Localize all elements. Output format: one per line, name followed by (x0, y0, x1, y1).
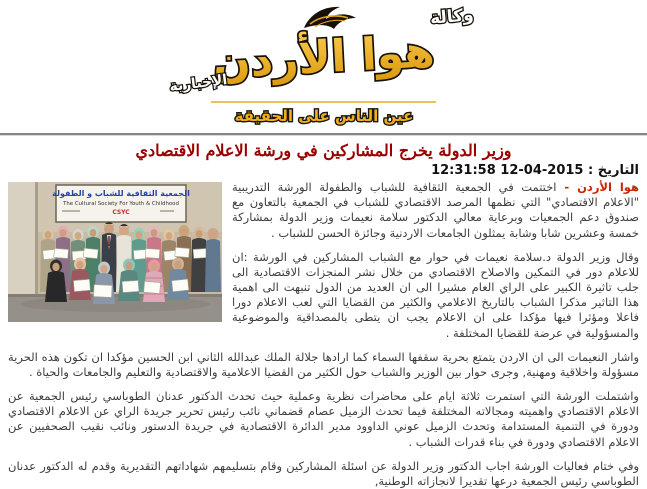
article-photo (8, 182, 222, 322)
logo-news-word: الإخبارية (168, 72, 228, 95)
source-label: هوا الأردن - (556, 180, 639, 194)
logo-graphic (144, 2, 504, 96)
logo-main-wordmark: هوا الأردن (211, 26, 436, 89)
paragraph-1-text: اختتمت في الجمعية الثقافية للشباب والطفولة الورشة التدريبية "الاعلام الاقتصادي" التي نظمها المرصد الاقتصادي للشباب في الجمعية بالتعاون مع صندوق دعم الجمعيات وبرعاية معالي الدكتور سلامة نعيمات وزير الدولة بمشاركة خمسة وعشرين شابا وشابة يمثلون الجامعات الاردنية وجائزة الحسن للشباب . (232, 180, 639, 240)
photo-sign-arabic: الجمعية الثقافية للشباب و الطفولة (52, 189, 190, 198)
paragraph-3: واشار النعيمات الى ان الاردن يتمتع بحرية سقفها السماء كما ارادها جلالة الملك عبدالله الثاني ابن الحسين مؤكدا ان تكون هذه الحرية مسؤولة واخلاقية ومهنية, وجرى حوار بين الوزير والشباب حول الكثير من القضيا الاعلامية والاقتصادية والتعليم والجامعات والحياة . (8, 349, 639, 379)
paragraph-4: واشتملت الورشة التي استمرت ثلاثة ايام على محاضرات نظرية وعملية حيث تحدث الدكتور عدنان الطوباسي رئيس الجمعية عن الاعلام الاقتصادي واهميته ومجالاته المختلفة فيما تحدث الزميل عصام قضماني نائب رئيس تحرير جريدة الراي عن الاعلام الاقتصادي ودورة في التنمية المستدامة وتحدث الزميل عوني الداوود مدير الدائرة الاقتصادية في جريدة الدستور ونائب نقيب الصحفيين عن الاعلام الاقتصادي ودورة في بناء قدرات الشباب . (8, 389, 639, 449)
article-body (0, 180, 647, 489)
tagline-graphic (164, 105, 484, 126)
header-divider (0, 133, 647, 136)
article-date: التاريخ : 2015-04-12 12:31:58 (431, 163, 639, 178)
bird-icon (304, 7, 356, 29)
gold-divider (211, 101, 436, 103)
tagline-text: عين الناس على الحقيقة (234, 107, 413, 125)
agency-logo (144, 2, 504, 100)
logo-agency-word: وكالة (428, 5, 474, 29)
news-article-page (0, 2, 647, 488)
paragraph-5: وفي ختام فعاليات الورشة اجاب الدكتور وزير الدولة عن اسئلة المشاركين وقام بتسليمهم شهاداتهم التقديرية وقدم له الدكتور عدنان الطوباسي رئيس الجمعية درعها تقديرا لانجازاته الوطنية, (8, 458, 639, 488)
photo-sign-english: The Cultural Society For Youth & Childhood (63, 201, 179, 207)
agency-tagline (0, 105, 647, 130)
article-headline: وزير الدولة يخرج المشاركين في ورشة الاعلام الاقتصادي (135, 141, 512, 160)
paragraph-2: وقال وزير الدولة د.سلامة نعيمات في حوار مع الشباب المشاركين في الورشة :ان للاعلام دور في التمكين والاصلاح الاقتصادي من خلال نشر المنجزات الاقتصادية الى جلب تاثيرة الكبير على الراي العام مشيرا الى ان العديد من الدول تنبهت الى اهمية هذا التاثير مذكرا الشباب بالتاريخ الاعلامي والكثير من القضايا التي لعب الاعلام دورا فاعلا ومؤثرا فيها مؤكدا على ان الاعلام يجب ان يتطى بالمصداقية والموضوعية والمسؤولية في عرضة للقضايا المختلفة . (232, 249, 639, 340)
photo-sign (52, 185, 190, 222)
photo-sign-abbr: CSYC (112, 209, 130, 216)
